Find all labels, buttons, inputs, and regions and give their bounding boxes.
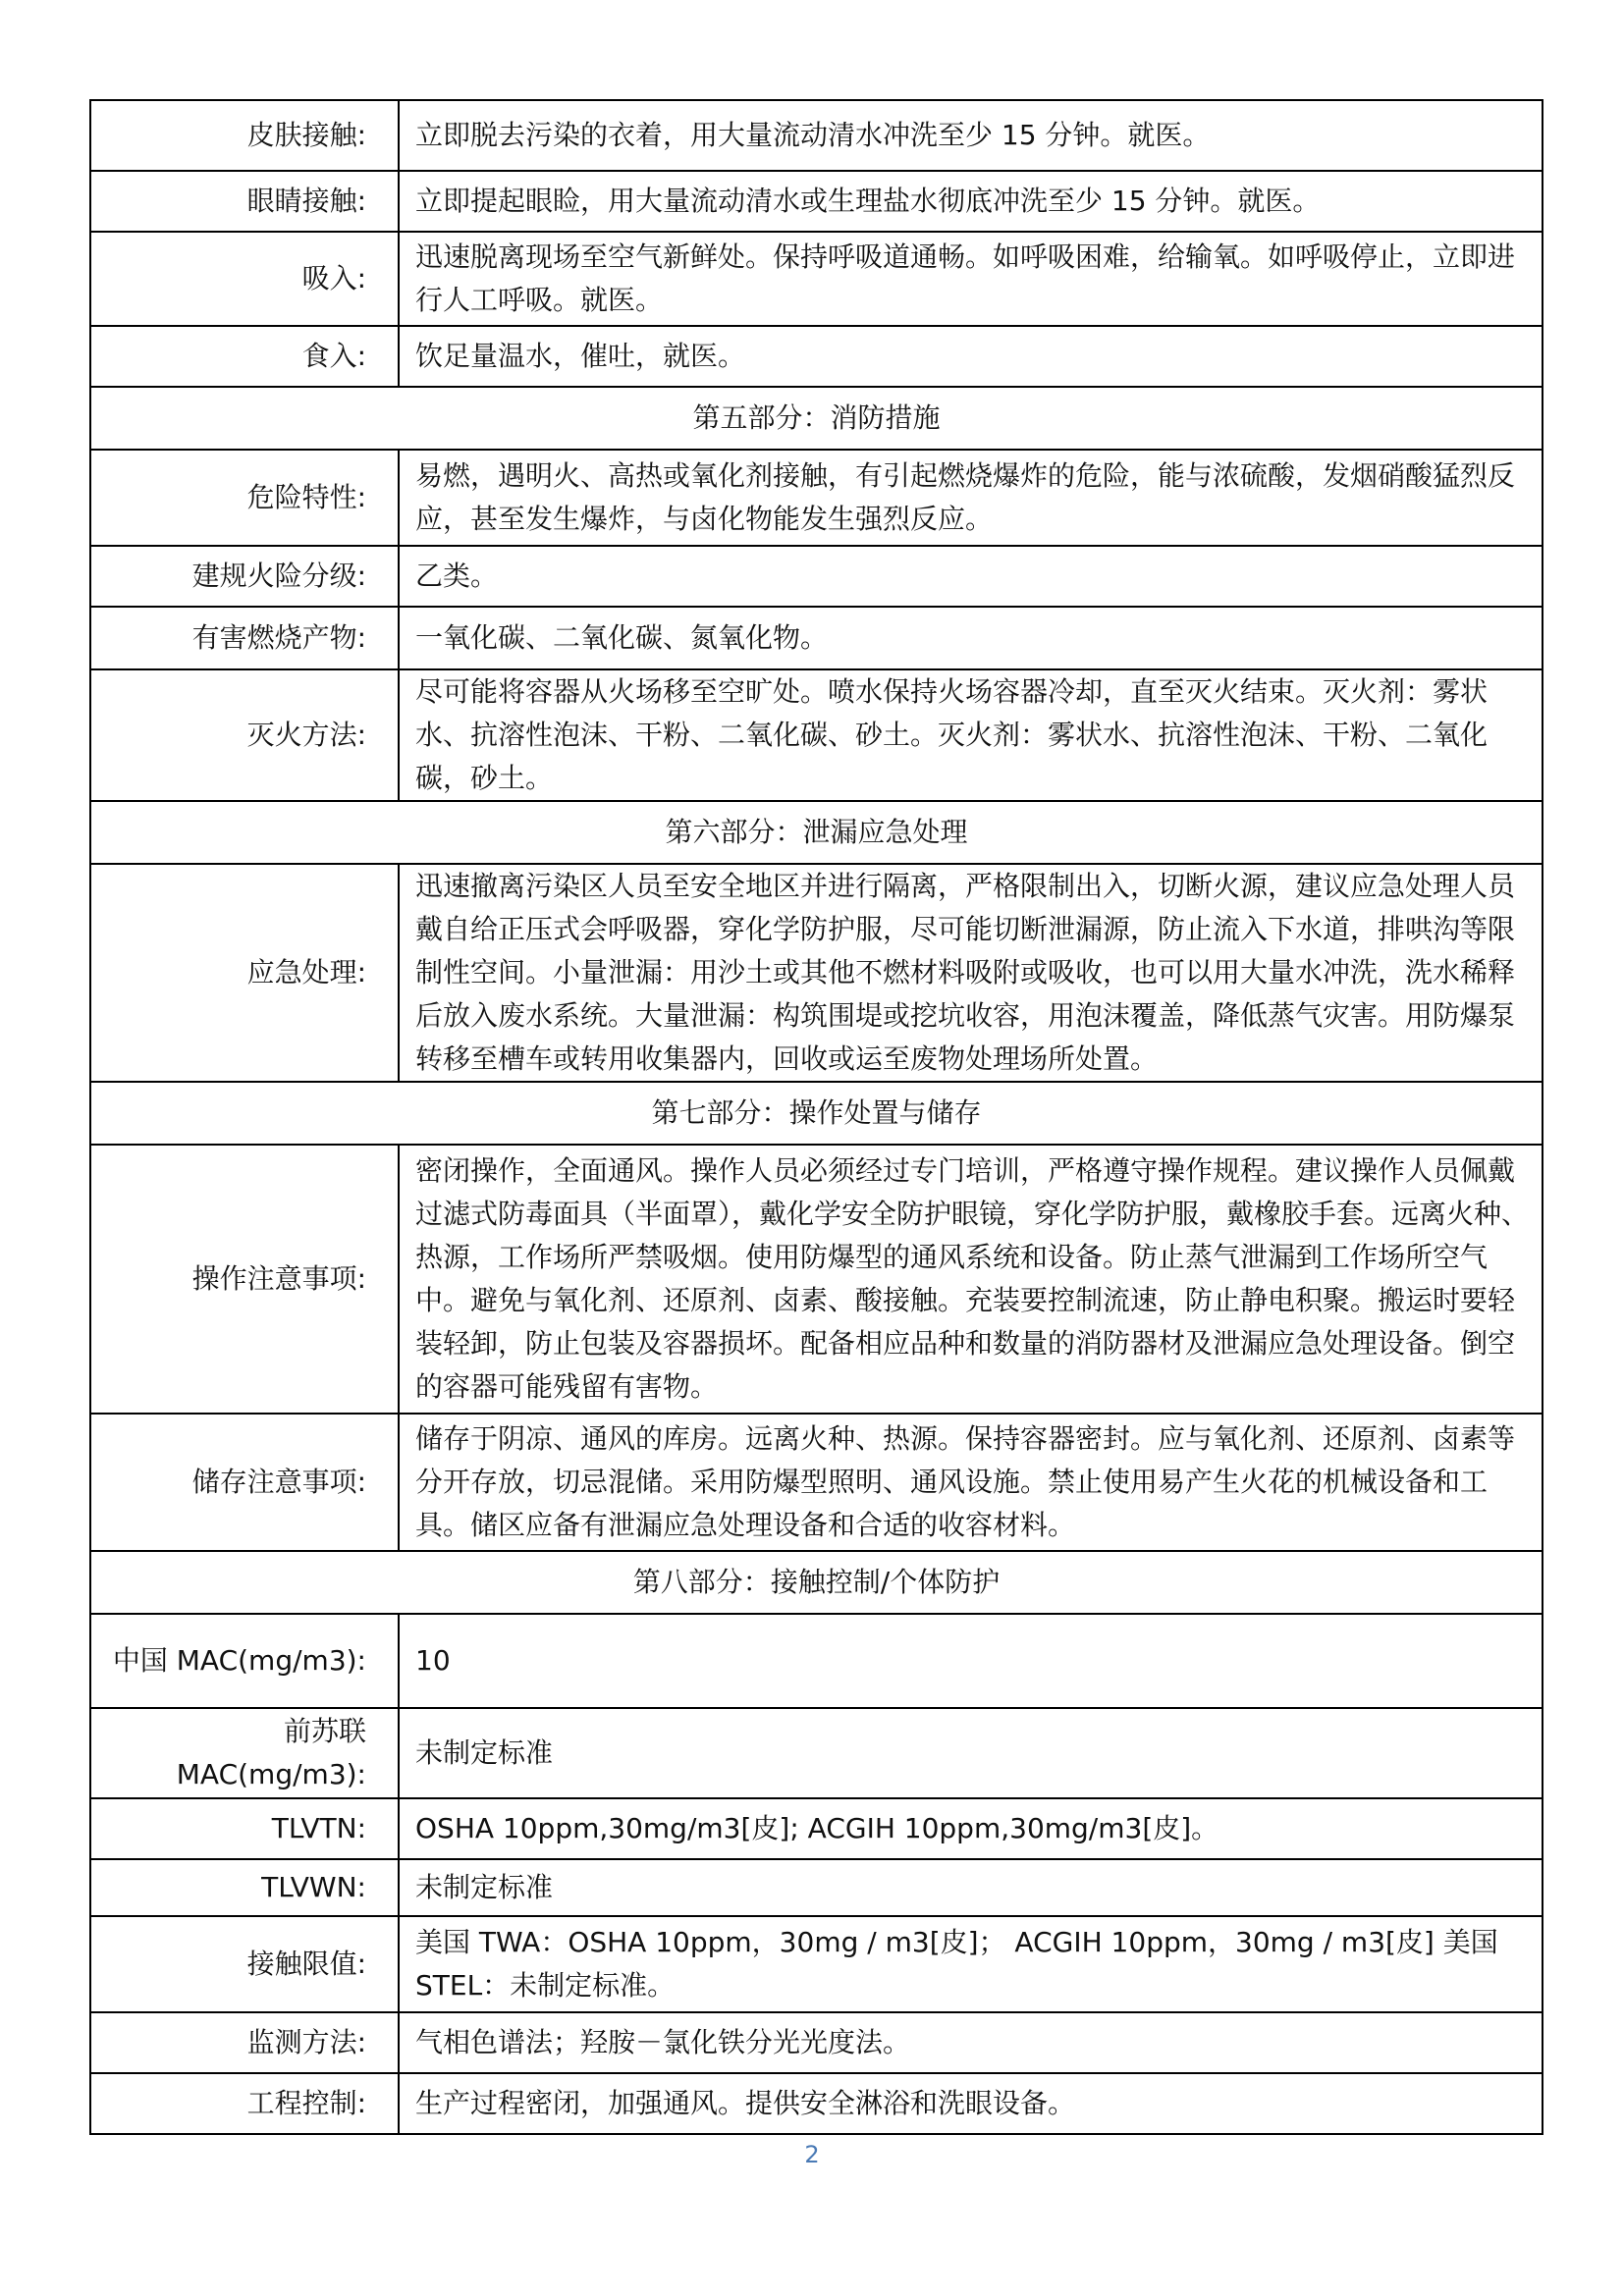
table-row: [90, 1916, 1543, 2012]
table-row: [90, 450, 1543, 546]
msds-table: [89, 99, 1543, 2135]
section-row: [90, 1082, 1543, 1145]
row-label: 储存注意事项:: [90, 1414, 399, 1551]
row-value: 美国 TWA：OSHA 10ppm，30mg / m3[皮]； ACGIH 10ppm，30mg / m3[皮] 美国 STEL：未制定标准。: [399, 1916, 1543, 2012]
table-row: [90, 171, 1543, 232]
row-value: 易燃，遇明火、高热或氧化剂接触，有引起燃烧爆炸的危险，能与浓硫酸，发烟硝酸猛烈反应，甚至发生爆炸，与卤化物能发生强烈反应。: [399, 450, 1543, 546]
row-label: 灭火方法:: [90, 669, 399, 801]
table-row: [90, 2073, 1543, 2134]
row-label: 建规火险分级:: [90, 546, 399, 607]
row-value: 迅速撤离污染区人员至安全地区并进行隔离，严格限制出入，切断火源，建议应急处理人员戴自给正压式会呼吸器，穿化学防护服，尽可能切断泄漏源，防止流入下水道，排哄沟等限制性空间。小量泄漏：用沙土或其他不燃材料吸附或吸收，也可以用大量水冲洗，洗水稀释后放入废水系统。大量泄漏：构筑围堤或挖坑收容，用泡沫覆盖，降低蒸气灾害。用防爆泵转移至槽车或转用收集器内，回收或运至废物处理场所处置。: [399, 864, 1543, 1082]
row-value: 饮足量温水，催吐，就医。: [399, 326, 1543, 387]
row-value: 尽可能将容器从火场移至空旷处。喷水保持火场容器冷却，直至灭火结束。灭火剂：雾状水、抗溶性泡沫、干粉、二氧化碳、砂土。灭火剂：雾状水、抗溶性泡沫、干粉、二氧化碳，砂土。: [399, 669, 1543, 801]
row-value: 乙类。: [399, 546, 1543, 607]
section-title: 第八部分：接触控制/个体防护: [90, 1551, 1543, 1614]
row-label: TLVWN:: [90, 1859, 399, 1916]
row-label: 中国 MAC(mg/m3):: [90, 1614, 399, 1708]
table-row: [90, 2012, 1543, 2073]
table-row: [90, 546, 1543, 607]
row-label: 工程控制:: [90, 2073, 399, 2134]
msds-table-body: [90, 100, 1543, 2134]
row-label: 危险特性:: [90, 450, 399, 546]
table-row: [90, 100, 1543, 171]
row-value: 未制定标准: [399, 1859, 1543, 1916]
row-value: 生产过程密闭，加强通风。提供安全淋浴和洗眼设备。: [399, 2073, 1543, 2134]
section-title: 第七部分：操作处置与储存: [90, 1082, 1543, 1145]
row-value: 储存于阴凉、通风的库房。远离火种、热源。保持容器密封。应与氧化剂、还原剂、卤素等分开存放，切忌混储。采用防爆型照明、通风设施。禁止使用易产生火花的机械设备和工具。储区应备有泄漏应急处理设备和合适的收容材料。: [399, 1414, 1543, 1551]
row-label: 有害燃烧产物:: [90, 607, 399, 669]
row-value: 立即脱去污染的衣着，用大量流动清水冲洗至少 15 分钟。就医。: [399, 100, 1543, 171]
row-label: TLVTN:: [90, 1798, 399, 1859]
row-label: 吸入:: [90, 232, 399, 326]
row-label: 食入:: [90, 326, 399, 387]
row-value: 未制定标准: [399, 1708, 1543, 1798]
table-row: [90, 1145, 1543, 1414]
row-value: 10: [399, 1614, 1543, 1708]
row-label: 应急处理:: [90, 864, 399, 1082]
row-value: OSHA 10ppm,30mg/m3[皮]; ACGIH 10ppm,30mg/m3[皮]。: [399, 1798, 1543, 1859]
row-value: 气相色谱法；羟胺－氯化铁分光光度法。: [399, 2012, 1543, 2073]
page-number: 2: [804, 2141, 820, 2168]
row-value: 立即提起眼睑，用大量流动清水或生理盐水彻底冲洗至少 15 分钟。就医。: [399, 171, 1543, 232]
row-label: 操作注意事项:: [90, 1145, 399, 1414]
table-row: [90, 1414, 1543, 1551]
section-row: [90, 1551, 1543, 1614]
table-row: [90, 1859, 1543, 1916]
row-label: 眼睛接触:: [90, 171, 399, 232]
row-value: 一氧化碳、二氧化碳、氮氧化物。: [399, 607, 1543, 669]
table-row: [90, 669, 1543, 801]
row-value: 密闭操作，全面通风。操作人员必须经过专门培训，严格遵守操作规程。建议操作人员佩戴过滤式防毒面具（半面罩），戴化学安全防护眼镜，穿化学防护服，戴橡胶手套。远离火种、热源，工作场所严禁吸烟。使用防爆型的通风系统和设备。防止蒸气泄漏到工作场所空气中。避免与氧化剂、还原剂、卤素、酸接触。充装要控制流速，防止静电积聚。搬运时要轻装轻卸，防止包装及容器损坏。配备相应品种和数量的消防器材及泄漏应急处理设备。倒空的容器可能残留有害物。: [399, 1145, 1543, 1414]
table-row: [90, 232, 1543, 326]
section-row: [90, 387, 1543, 450]
section-title: 第五部分：消防措施: [90, 387, 1543, 450]
row-label: 皮肤接触:: [90, 100, 399, 171]
table-row: [90, 1614, 1543, 1708]
table-row: [90, 1708, 1543, 1798]
row-label: 前苏联 MAC(mg/m3):: [90, 1708, 399, 1798]
section-title: 第六部分：泄漏应急处理: [90, 801, 1543, 864]
row-value: 迅速脱离现场至空气新鲜处。保持呼吸道通畅。如呼吸困难，给输氧。如呼吸停止，立即进行人工呼吸。就医。: [399, 232, 1543, 326]
table-row: [90, 607, 1543, 669]
row-label: 监测方法:: [90, 2012, 399, 2073]
row-label: 接触限值:: [90, 1916, 399, 2012]
table-row: [90, 1798, 1543, 1859]
table-row: [90, 864, 1543, 1082]
table-row: [90, 326, 1543, 387]
section-row: [90, 801, 1543, 864]
